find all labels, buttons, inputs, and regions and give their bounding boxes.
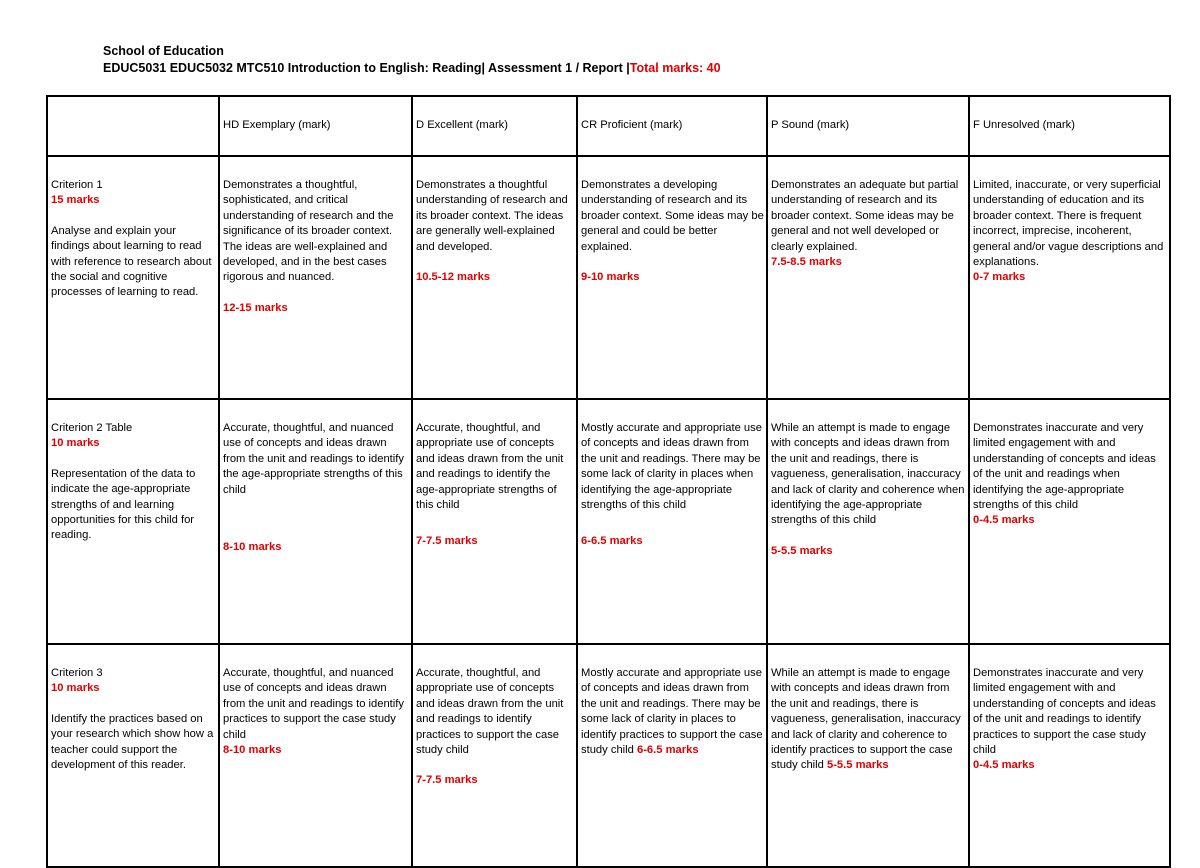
criterion-description: Representation of the data to indicate the age-appropriate strengths of and learning opportunities for this child for reading. xyxy=(51,467,196,542)
criterion-title: Criterion 1 xyxy=(51,179,103,191)
cell-text: Mostly accurate and appropriate use of concepts and ideas drawn from the unit and readings. There may be some lack of clarity in places to identify practices to support the case study child xyxy=(581,667,763,757)
school-name: School of Education xyxy=(103,44,224,58)
rubric-cell-f xyxy=(969,399,1170,644)
rubric-cell-p xyxy=(767,644,969,867)
criterion-row xyxy=(47,644,1170,867)
cell-marks: 7-7.5 marks xyxy=(416,535,478,548)
cell-marks: 6-6.5 marks xyxy=(581,535,643,548)
column-header-p: P Sound (mark) xyxy=(767,96,969,156)
rubric-cell-hd xyxy=(219,644,412,867)
criterion-description: Analyse and explain your findings about learning to read with reference to research about the social and cognitive processes of learning to read. xyxy=(51,224,212,299)
cell-marks: 7.5-8.5 marks xyxy=(771,256,842,269)
criterion-title: Criterion 2 Table xyxy=(51,422,133,434)
rubric-cell-d xyxy=(412,399,577,644)
column-header-d: D Excellent (mark) xyxy=(412,96,577,156)
cell-marks: 10.5-12 marks xyxy=(416,271,491,284)
cell-text: Demonstrates inaccurate and very limited engagement with and understanding of concepts and ideas of the unit and readings to identify practices to support the case study child xyxy=(973,667,1156,757)
cell-text: Demonstrates inaccurate and very limited engagement with and understanding of concepts and ideas of the unit and readings when identifying the age-appropriate strengths of this child xyxy=(973,422,1156,512)
rubric-cell-cr xyxy=(577,644,767,867)
cell-marks: 0-4.5 marks xyxy=(973,514,1035,527)
cell-text: Limited, inaccurate, or very superficial understanding of education and its broader context. There is frequent incorrect, imprecise, incoherent, general and/or vague descriptions and explanations. xyxy=(973,179,1164,269)
rubric-cell-f xyxy=(969,644,1170,867)
criterion-marks: 15 marks xyxy=(51,194,100,207)
cell-text: Demonstrates a thoughtful, sophisticated, and critical understanding of research and the significance of its broader context. The ideas are well-explained and developed, and in the best cases rigorous and nuanced. xyxy=(223,179,394,284)
cell-text: Accurate, thoughtful, and nuanced use of concepts and ideas drawn from the unit and readings to identify practices to support the case study child xyxy=(223,667,404,741)
cell-text: While an attempt is made to engage with concepts and ideas drawn from the unit and readings, there is vagueness, generalisation, inaccuracy and lack of clarity and coherence when identifying the age-appropriate strengths of this child xyxy=(771,422,965,527)
column-header-cr: CR Proficient (mark) xyxy=(577,96,767,156)
criterion-cell xyxy=(47,644,219,867)
document-header xyxy=(103,43,721,77)
rubric-cell-p xyxy=(767,156,969,399)
criterion-description: Identify the practices based on your research which show how a teacher could support the development of this reader. xyxy=(51,712,214,772)
rubric-cell-f xyxy=(969,156,1170,399)
cell-text: Mostly accurate and appropriate use of concepts and ideas drawn from the unit and readings. There may be some lack of clarity in places when identifying the age-appropriate strengths of this child xyxy=(581,422,762,512)
course-title: EDUC5031 EDUC5032 MTC510 Introduction to English: Reading| Assessment 1 / Report | xyxy=(103,61,630,75)
cell-marks: 8-10 marks xyxy=(223,541,282,554)
column-header-hd: HD Exemplary (mark) xyxy=(219,96,412,156)
rubric-cell-d xyxy=(412,644,577,867)
criterion-title: Criterion 3 xyxy=(51,667,103,679)
column-header-f: F Unresolved (mark) xyxy=(969,96,1170,156)
rubric-cell-cr xyxy=(577,399,767,644)
header-blank-cell xyxy=(47,96,219,156)
cell-marks: 9-10 marks xyxy=(581,271,640,284)
rubric-header-row xyxy=(47,96,1170,156)
rubric-cell-hd xyxy=(219,399,412,644)
rubric-table xyxy=(46,95,1171,868)
rubric-cell-d xyxy=(412,156,577,399)
criterion-cell xyxy=(47,399,219,644)
criterion-cell xyxy=(47,156,219,399)
cell-text: Accurate, thoughtful, and nuanced use of concepts and ideas drawn from the unit and readings to identify the age-appropriate strengths of this child xyxy=(223,422,404,496)
rubric-cell-hd xyxy=(219,156,412,399)
cell-marks: 12-15 marks xyxy=(223,301,288,314)
rubric-cell-p xyxy=(767,399,969,644)
rubric-cell-cr xyxy=(577,156,767,399)
criterion-row xyxy=(47,156,1170,399)
cell-text: Accurate, thoughtful, and appropriate use of concepts and ideas drawn from the unit and readings to identify practices to support the case study child xyxy=(416,667,564,757)
cell-text: While an attempt is made to engage with concepts and ideas drawn from the unit and readings, there is vagueness, generalisation, inaccuracy and lack of clarity and coherence to identify practices to support the case study child xyxy=(771,667,961,772)
cell-text: Accurate, thoughtful, and appropriate use of concepts and ideas drawn from the unit and readings to identify the age-appropriate strengths of this child xyxy=(416,422,564,512)
cell-marks: 5-5.5 marks xyxy=(826,759,889,772)
criterion-marks: 10 marks xyxy=(51,682,100,695)
cell-text: Demonstrates a developing understanding of research and its broader context. Some ideas may be general and could be better explained. xyxy=(581,179,764,253)
criterion-marks: 10 marks xyxy=(51,437,100,450)
cell-text: Demonstrates a thoughtful understanding of research and its broader context. The ideas are generally well-explained and developed. xyxy=(416,179,568,253)
course-line xyxy=(103,60,721,77)
cell-marks: 5-5.5 marks xyxy=(771,544,833,557)
cell-marks: 0-7 marks xyxy=(973,271,1026,284)
cell-marks: 6-6.5 marks xyxy=(636,744,699,757)
criterion-row xyxy=(47,399,1170,644)
cell-marks: 7-7.5 marks xyxy=(416,774,478,787)
cell-marks: 8-10 marks xyxy=(223,744,282,757)
cell-text: Demonstrates an adequate but partial understanding of research and its broader context. Some ideas may be general and not well developed or clearly explained. xyxy=(771,179,959,253)
cell-marks: 0-4.5 marks xyxy=(973,759,1035,772)
total-marks: Total marks: 40 xyxy=(629,61,721,75)
